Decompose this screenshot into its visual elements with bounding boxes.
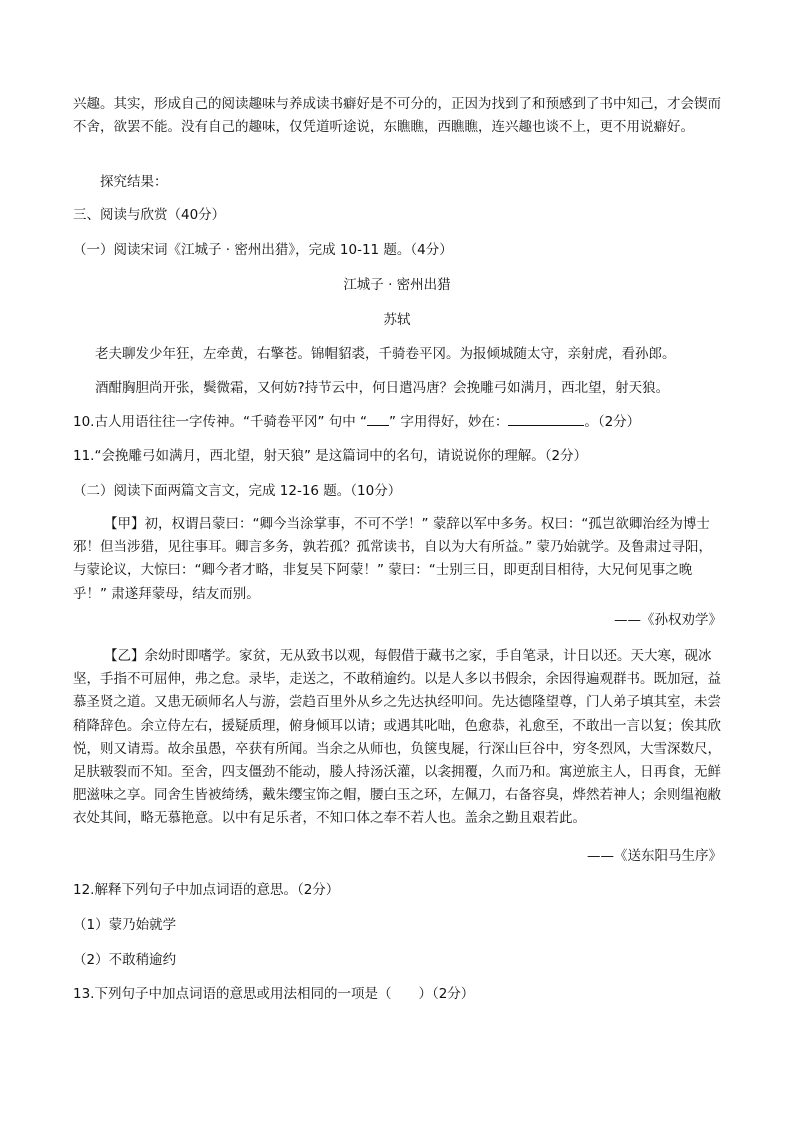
passage-yi: 【乙】余幼时即嗜学。家贫，无从致书以观，每假借于藏书之家，手自笔录，计日以还。天大寒，砚冰坚，手指不可屈伸，弗之怠。录毕，走送之，不敢稍逾约。以是人多以书假余，余因得遍观群书。既加冠，益慕圣贤之道。又患无硕师名人与游，尝趋百里外从乡之先达执经叩问。先达德隆望尊，门人弟子填其室，未尝稍降辞色。余立侍左右，援疑质理，俯身倾耳以请；或遇其叱咄，色愈恭，礼愈至，不敢出一言以复；俟其欣悦，则又请焉。故余虽愚，卒获有所闻。当余之从师也，负箧曳屣，行深山巨谷中，穷冬烈风，大雪深数尺，足肤皲裂而不知。至舍，四支僵劲不能动，媵人持汤沃灌，以衾拥覆，久而乃和。寓逆旅主人，日再食，无鲜肥滋味之享。同舍生皆被绮绣，戴朱缨宝饰之帽，腰白玉之环，左佩刀，右备容臭，烨然若神人；余则缊袍敝衣处其间，略无慕艳意。以中有足乐者，不知口体之奉不若人也。盖余之勤且艰若此。 [73,648,721,827]
section-3-title: 三、阅读与欣赏（40分） [73,207,226,223]
question-12: 12.解释下列句子中加点词语的意思。（2分） [73,882,340,898]
part2-intro: （二）阅读下面两篇文言文，完成 12-16 题。（10分） [73,483,402,499]
passage-yi-source: ——《送东阳马生序》 [587,848,722,864]
question-13: 13.下列句子中加点词语的意思或用法相同的一项是（ ）（2分） [73,986,475,1002]
question-12-item-2: （2）不敢稍逾约 [73,952,177,968]
question-10-part-a: 10.古人用语往往一字传神。“千骑卷平冈” 句中 “ [73,414,368,430]
question-12-item-1: （1）蒙乃始就学 [73,917,177,933]
poem-line-1: 老夫聊发少年狂，左牵黄，右擎苍。锦帽貂裘，千骑卷平冈。为报倾城随太守，亲射虎，看孙郎。 [95,346,676,362]
question-10-part-b: ” 字用得好，妙在： [389,414,509,430]
poem-line-2: 酒酣胸胆尚开张，鬓微霜，又何妨?持节云中，何日遣冯唐？会挽雕弓如满月，西北望，射天狼。 [95,380,670,396]
poem-title: 江城子 · 密州出猎 [343,277,451,293]
passage-jia: 【甲】初，权谓吕蒙曰：“卿今当涂掌事，不可不学！” 蒙辞以军中多务。权曰：“孤岂欲卿治经为博士邪！但当涉猎，见往事耳。卿言多务，孰若孤？孤常读书，自以为大有所益。” 蒙乃始就学。及鲁肃过寻阳，与蒙论议，大惊曰：“卿今者才略，非复吴下阿蒙！” 蒙曰：“士别三日，即更刮目相待，大兄何见事之晚乎！” 肃遂拜蒙母，结友而别。 [73,516,713,602]
question-10 [73,412,640,432]
explore-result-label: 探究结果： [100,174,168,190]
answer-blank-short[interactable] [367,413,389,426]
answer-blank[interactable] [508,413,584,426]
part1-intro: （一）阅读宋词《江城子 · 密州出猎》，完成 10-11 题。（4分） [73,242,453,258]
intro-paragraph: 兴趣。其实，形成自己的阅读趣味与养成读书癖好是不可分的，正因为找到了和预感到了书中知己，才会锲而不舍，欲罢不能。没有自己的趣味，仅凭道听途说，东瞧瞧，西瞧瞧，连兴趣也谈不上，更不用说癖好。 [73,96,721,135]
passage-jia-source: ——《孙权劝学》 [614,612,722,628]
poem-author: 苏轼 [383,312,411,328]
question-11: 11.“会挽雕弓如满月，西北望，射天狼” 是这篇词中的名句，请说说你的理解。（2分） [73,448,588,464]
question-10-part-c: 。（2分） [584,414,641,430]
